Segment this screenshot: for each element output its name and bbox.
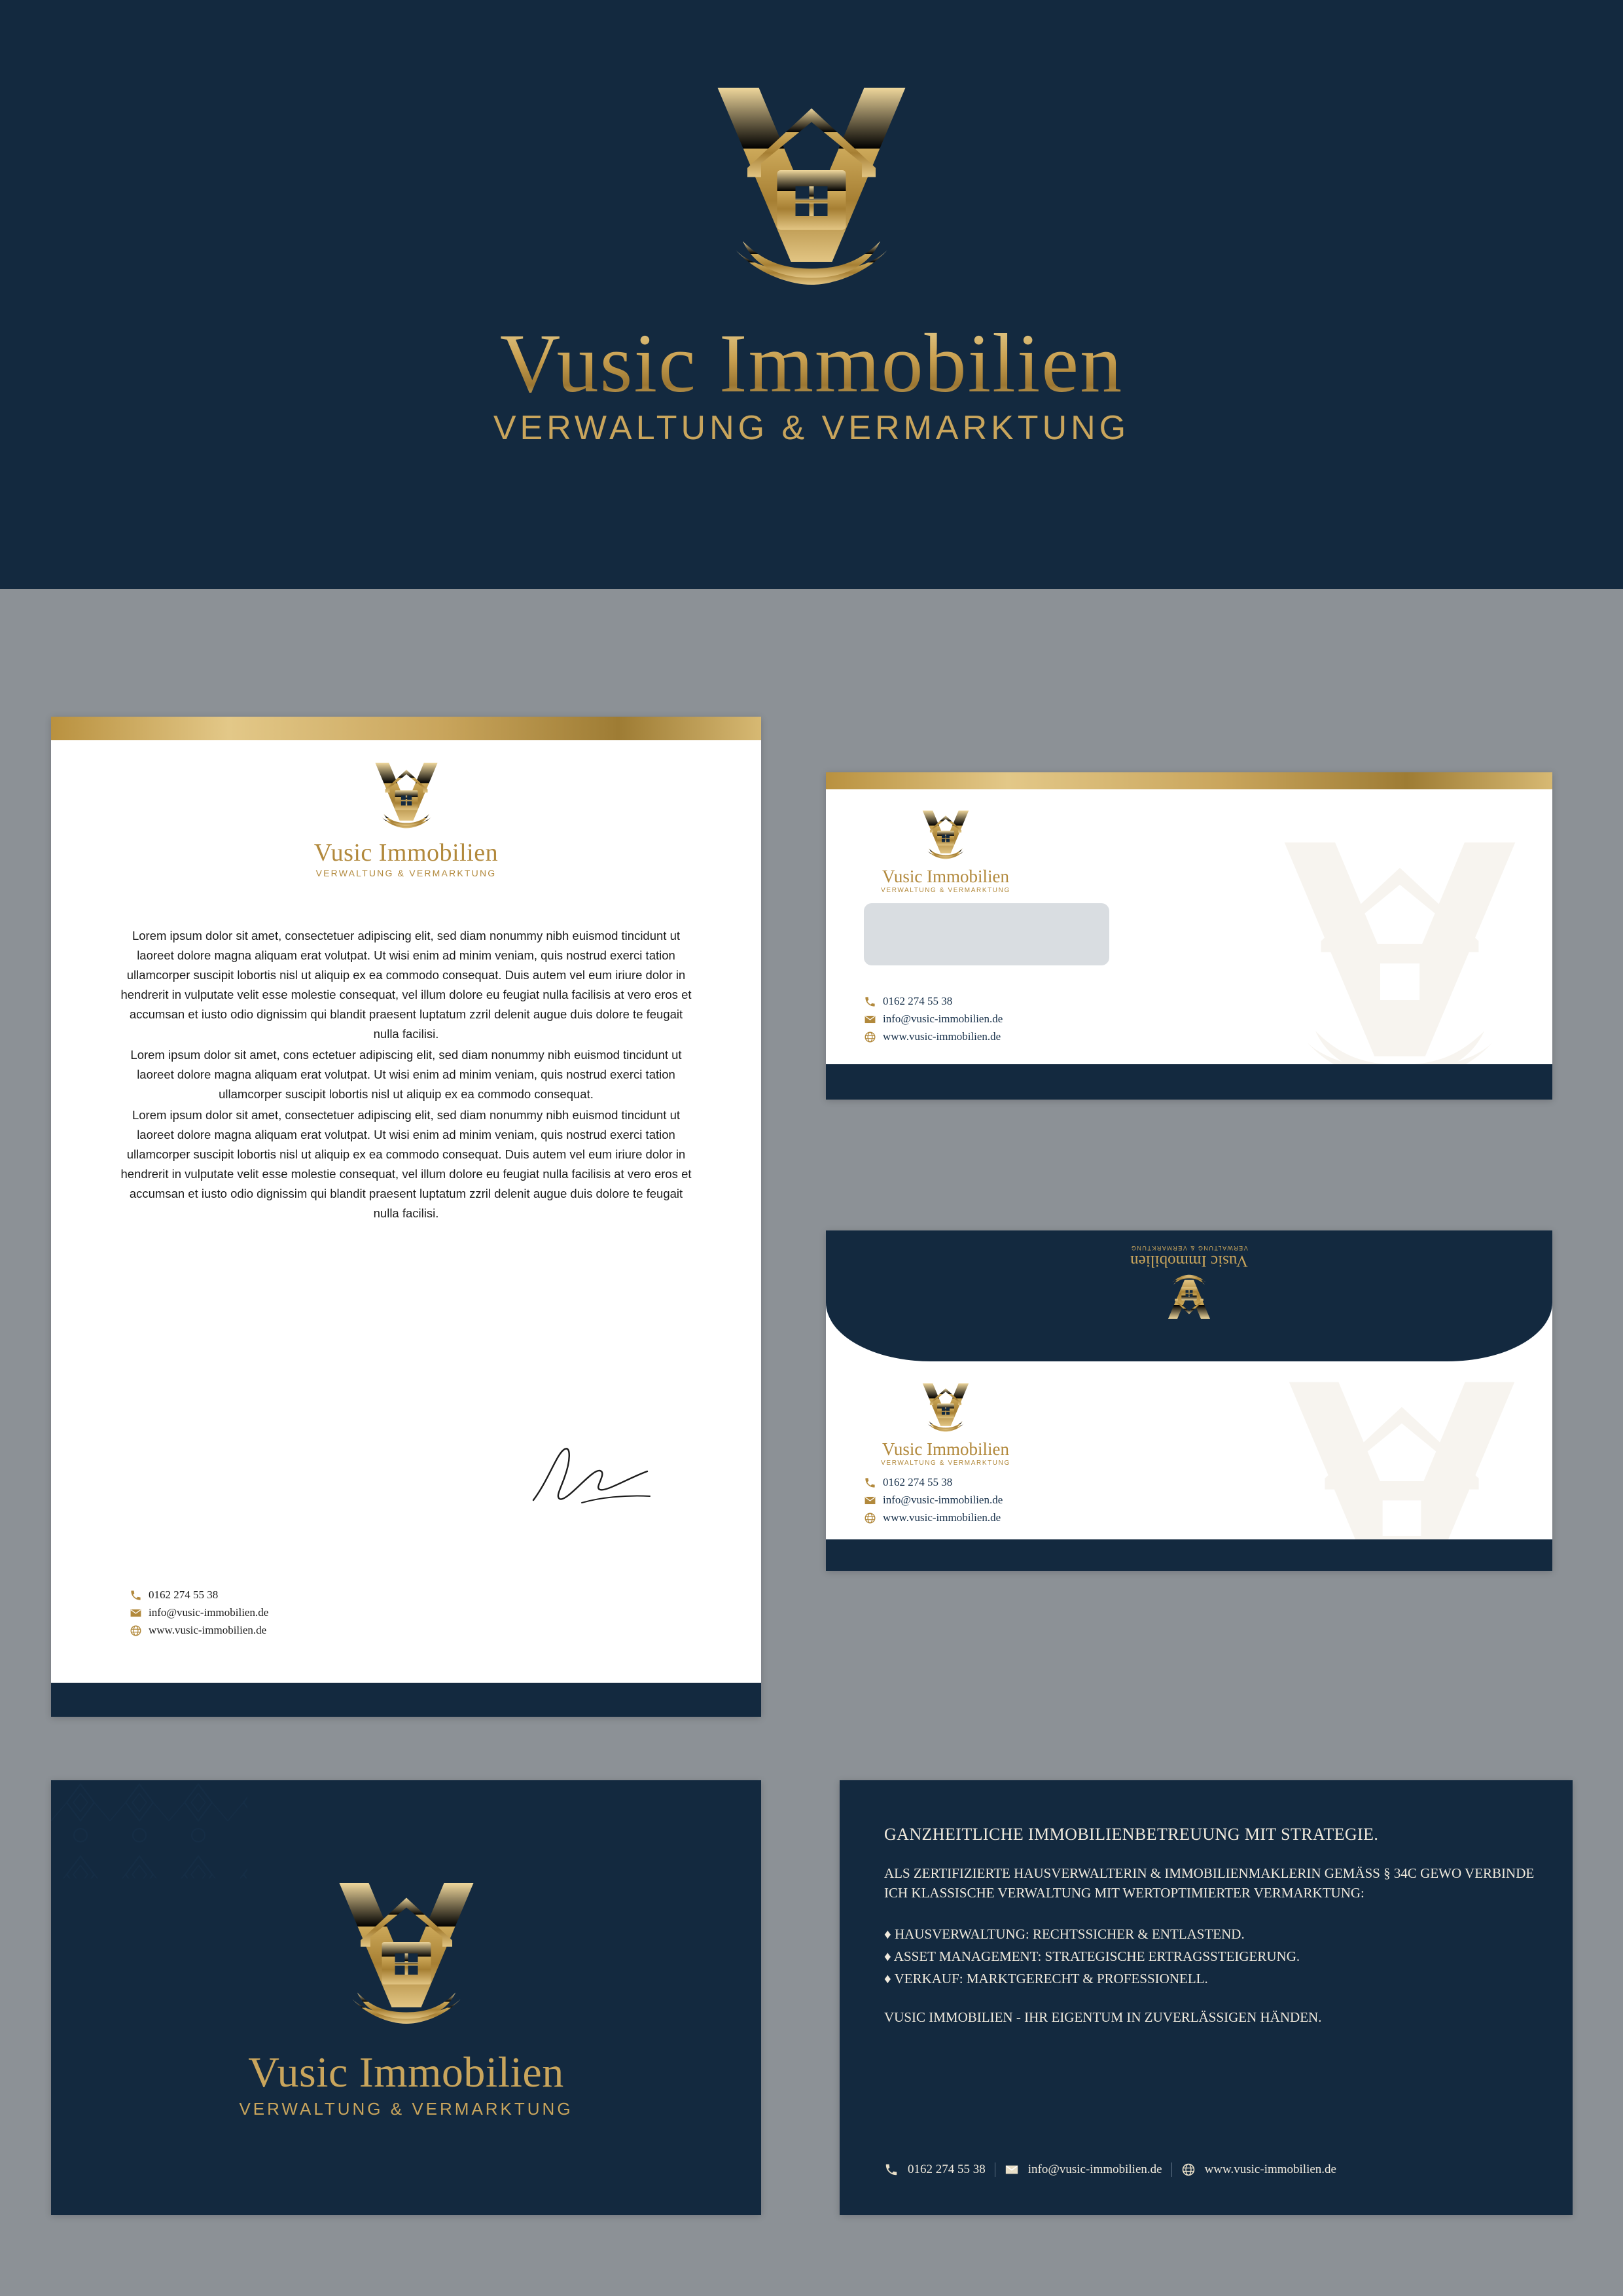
brand-logo-icon (918, 1381, 974, 1437)
envelope-bottom-bar (826, 1064, 1552, 1100)
mail-icon (130, 1607, 142, 1619)
service-item: ♦ ASSET MANAGEMENT: STRATEGISCHE ERTRAGSSTEIGERUNG. (884, 1948, 1300, 1964)
phone-icon (864, 1477, 876, 1489)
brand-logo-icon (368, 760, 444, 836)
brand-logo-icon (697, 79, 926, 308)
business-card-back (840, 1780, 1573, 2215)
globe-icon (130, 1624, 142, 1637)
envelope-flap (826, 1230, 1552, 1361)
contact-email[interactable] (864, 1013, 1003, 1026)
phone-icon (130, 1589, 142, 1602)
watermark-logo-icon (1259, 831, 1541, 1100)
contact-email-text[interactable]: info@vusic-immobilien.de (1027, 2162, 1162, 2176)
contact-website-text[interactable]: www.vusic-immobilien.de (1204, 2162, 1336, 2176)
brand-tagline: VERWALTUNG & VERMARKTUNG (315, 868, 497, 878)
phone-icon (884, 2162, 899, 2177)
brand-logo-icon (325, 1876, 488, 2040)
brand-name: Vusic Immobilien (313, 839, 499, 867)
envelope-contacts (864, 995, 1003, 1048)
contact-phone[interactable] (130, 1588, 268, 1602)
brand-name: Vusic Immobilien (882, 867, 1010, 886)
card-intro: ALS ZERTIFIZIERTE HAUSVERWALTERIN & IMMOBILIENMAKLERIN GEMÄSS § 34C GEWO VERBINDE ICH KLASSISCHE VERWALTUNG MIT WERTOPTIMIERTER VERMARKTUNG: (884, 1865, 1535, 1901)
contact-email[interactable] (130, 1606, 268, 1619)
contact-email-text: info@vusic-immobilien.de (149, 1606, 269, 1619)
card-headline: GANZHEITLICHE IMMOBILIENBETREUUNG MIT STRATEGIE. (884, 1825, 1379, 1844)
envelope-top-bar (826, 772, 1552, 789)
contact-phone-text: 0162 274 55 38 (149, 1588, 219, 1601)
letterhead-bottom-bar (51, 1683, 761, 1717)
envelope-contacts (864, 1476, 1003, 1529)
contact-phone-text[interactable]: 0162 274 55 38 (908, 2162, 986, 2176)
letter-paragraph: Lorem ipsum dolor sit amet, consectetuer adipiscing elit, sed diam nonummy nibh euismod tincidunt ut laoreet dolore magna aliquam erat volutpat. Ut wisi enim ad minim veniam, quis nostrud exerci tation ullamcorper suscipit lobortis nisl ut aliquip ex ea commodo consequat. Duis autem vel eum iriure dolor in hendrerit in vulputate velit esse molestie consequat, vel illum dolore eu feugiat nulla facilisis at vero eros et accumsan et iusto odio dignissim qui blandit praesent luptatum zzril delenit augue duis dolore te feugait nulla facilisi. (120, 1107, 692, 1220)
contact-website[interactable] (864, 1511, 1003, 1524)
brand-tagline: VERWALTUNG & VERMARKTUNG (881, 1460, 1010, 1467)
letter-paragraph: Lorem ipsum dolor sit amet, cons ectetuer adipiscing elit, sed diam nonummy nibh euismod tincidunt ut laoreet dolore magna aliquam erat volutpat. Ut wisi enim ad minim veniam, quis nostrud exerci tation ullamcorper suscipit lobortis nisl ut aliquip ex ea commodo consequat. (130, 1047, 682, 1101)
card-services-list (884, 1923, 1541, 1990)
letterhead-body (120, 926, 692, 1225)
contact-phone-text: 0162 274 55 38 (883, 995, 953, 1007)
envelope-address-window (864, 903, 1109, 965)
card-contacts (884, 2162, 1336, 2177)
envelope-logo (864, 1381, 1027, 1467)
mail-icon (864, 1494, 876, 1507)
envelope-bottom-bar (826, 1539, 1552, 1571)
service-item: ♦ VERKAUF: MARKTGERECHT & PROFESSIONELL. (884, 1970, 1208, 1986)
brand-logo-icon (1164, 1270, 1215, 1321)
contact-phone[interactable] (864, 995, 1003, 1008)
phone-icon (864, 996, 876, 1008)
globe-icon (864, 1031, 876, 1043)
brand-logo-icon (918, 808, 974, 865)
letterhead-logo (51, 760, 761, 878)
brand-name: Vusic Immobilien (1130, 1252, 1248, 1270)
globe-icon (864, 1512, 876, 1524)
contact-email-text: info@vusic-immobilien.de (883, 1013, 1003, 1025)
contact-phone[interactable] (864, 1476, 1003, 1489)
brand-name: Vusic Immobilien (882, 1439, 1010, 1459)
divider (1171, 2162, 1172, 2177)
globe-icon (1181, 2162, 1196, 2177)
brand-name: Vusic Immobilien (248, 2048, 564, 2096)
envelope-logo (864, 808, 1027, 894)
signature-image (519, 1440, 663, 1512)
brand-tagline: VERWALTUNG & VERMARKTUNG (881, 887, 1010, 894)
contact-website-text: www.vusic-immobilien.de (149, 1624, 267, 1636)
contact-email[interactable] (864, 1494, 1003, 1507)
contact-website-text: www.vusic-immobilien.de (883, 1511, 1001, 1524)
brand-name: Vusic Immobilien (499, 317, 1124, 410)
letterhead-mockup (51, 717, 761, 1717)
mail-icon (1005, 2162, 1019, 2177)
letterhead-top-bar (51, 717, 761, 740)
contact-website[interactable] (864, 1030, 1003, 1043)
contact-phone-text: 0162 274 55 38 (883, 1476, 953, 1488)
brand-tagline: VERWALTUNG & VERMARKTUNG (239, 2098, 573, 2119)
contact-website-text: www.vusic-immobilien.de (883, 1030, 1001, 1043)
hero-banner (0, 0, 1623, 589)
envelope-dl-mockup (826, 1230, 1552, 1571)
contact-email-text: info@vusic-immobilien.de (883, 1494, 1003, 1506)
card-closing: VUSIC IMMOBILIEN - IHR EIGENTUM IN ZUVERLÄSSIGEN HÄNDEN. (884, 2009, 1322, 2025)
envelope-flap-logo (826, 1245, 1552, 1321)
mail-icon (864, 1013, 876, 1026)
contact-website[interactable] (130, 1624, 268, 1637)
letter-paragraph: Lorem ipsum dolor sit amet, consectetuer adipiscing elit, sed diam nonummy nibh euismod tincidunt ut laoreet dolore magna aliquam erat volutpat. Ut wisi enim ad minim veniam, quis nostrud exerci tation ullamcorper suscipit lobortis nisl ut aliquip ex ea commodo consequat. Duis autem vel eum iriure dolor in hendrerit in vulputate velit esse molestie consequat, vel illum dolore eu feugiat nulla facilisis at vero eros et accumsan et iusto odio dignissim qui blandit praesent luptatum zzril delenit augue duis dolore te feugait nulla facilisi. (120, 929, 692, 1041)
business-card-front (51, 1780, 761, 2215)
envelope-c-mockup (826, 772, 1552, 1100)
brand-tagline: VERWALTUNG & VERMARKTUNG (1130, 1245, 1248, 1251)
service-item: ♦ HAUSVERWALTUNG: RECHTSSICHER & ENTLASTEND. (884, 1926, 1245, 1942)
letterhead-contacts (130, 1588, 268, 1641)
brand-tagline: VERWALTUNG & VERMARKTUNG (493, 409, 1130, 448)
